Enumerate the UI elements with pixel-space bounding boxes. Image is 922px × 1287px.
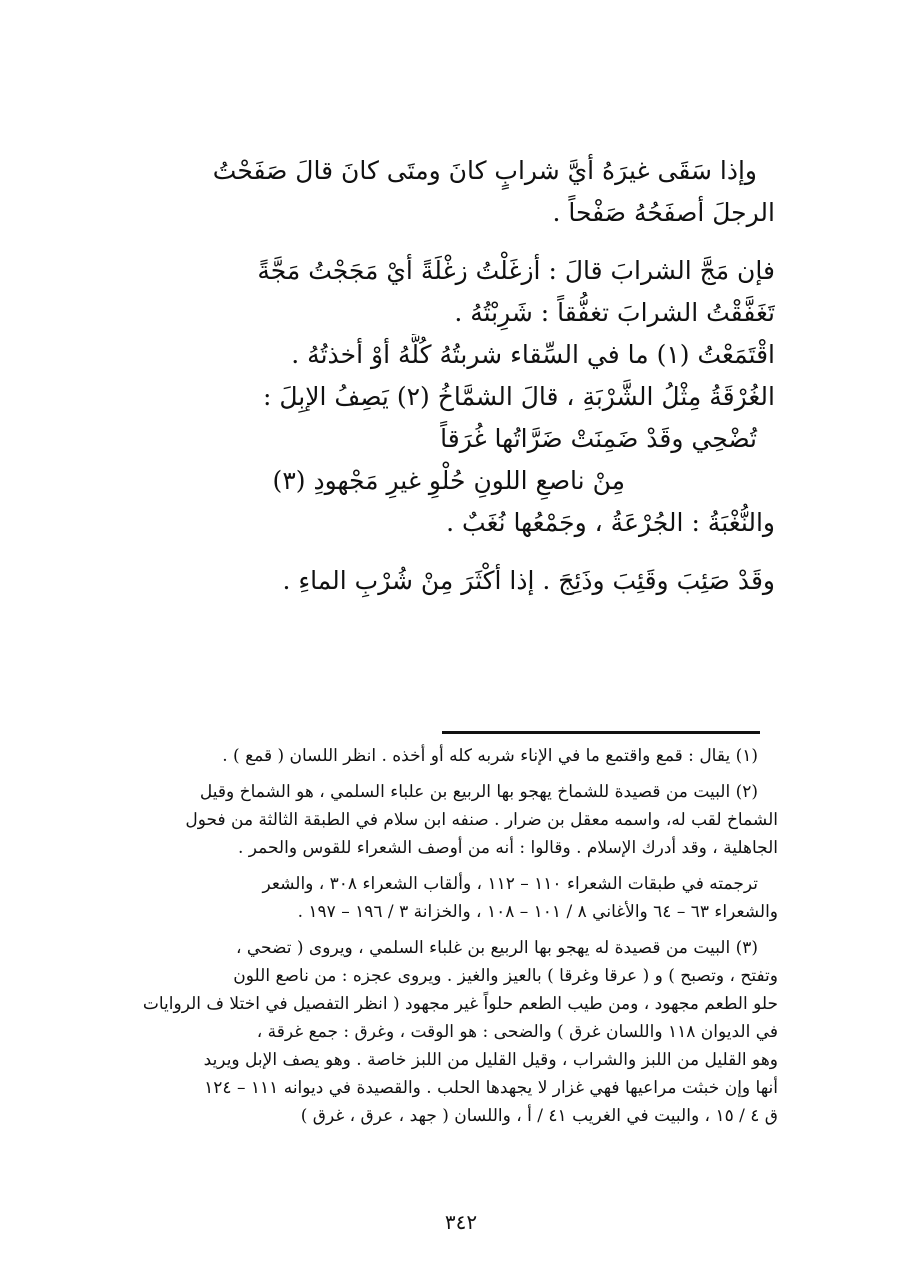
main-line-5: اقْتَمَعْتُ (١) ما في السِّقاء شربتُهُ كُلَّهُ أوْ أخذتُهُ . xyxy=(291,340,775,369)
verse-second-hemistich: مِنْ ناصعِ اللونِ حُلْوِ غيرِ مَجْهودِ (٣) xyxy=(272,466,625,495)
footnote-2-line-2: الشماخ لقب له، واسمه معقل بن ضرار . صنفه ابن سلام في الطبقة الثالثة من فحول xyxy=(185,810,778,830)
footnote-2-line-3: الجاهلية ، وقد أدرك الإسلام . وقالوا : أنه من أوصف الشعراء للقوس والحمر . xyxy=(237,838,778,858)
footnote-3-line-4: في الديوان ١١٨ واللسان غرق ) والضحى : هو الوقت ، وغرق : جمع غرقة ، xyxy=(256,1022,778,1042)
page-number: ٣٤٢ xyxy=(444,1210,478,1234)
footnote-2-line-1: (٢) البيت من قصيدة للشماخ يهجو بها الربيع بن علباء السلمي ، هو الشماخ وقيل xyxy=(199,782,758,802)
paragraph-gap xyxy=(120,234,775,250)
verse-first-hemistich: تُضْحِي وقَدْ ضَمِنَتْ ضَرَّاتُها غُرَقاً xyxy=(440,424,757,453)
main-line-2: الرجلَ أصفَحُهُ صَفْحاً . xyxy=(552,198,775,227)
footnote-3-line-5: وهو القليل من اللبز والشراب ، وقيل القليل من اللبز خاصة . وهو يصف الإبل ويريد xyxy=(203,1050,778,1070)
main-line-9: والنُّغْبَةُ : الجُرْعَةُ ، وجَمْعُها نُغَبٌ . xyxy=(446,508,775,537)
footnote-3-line-6: أنها وإن خبثت مراعيها فهي غزار لا يجهدها الحلب . والقصيدة في ديوانه ١١١ – ١٢٤ xyxy=(204,1078,778,1098)
main-line-1: وإذا سَقَى غيرَهُ أيَّ شرابٍ كانَ ومتَى كانَ قالَ صَفَحْتُ xyxy=(212,156,757,185)
paragraph-gap xyxy=(120,544,775,560)
footnote-gap xyxy=(116,926,778,934)
footnote-3-line-1: (٣) البيت من قصيدة له يهجو بها الربيع بن غلباء السلمي ، ويروى ( تضحي ، xyxy=(235,938,758,958)
footnote-divider xyxy=(442,731,760,734)
footnote-gap xyxy=(116,770,778,778)
footnotes-block xyxy=(116,742,778,1130)
main-line-3: فإن مَجَّ الشرابَ قالَ : أزغَلْتُ زغْلَةً أيْ مَجَجْتُ مَجَّةً xyxy=(257,256,775,285)
main-line-6: الغُرْقَةُ مِثْلُ الشَّرْبَةِ ، قالَ الشمَّاخُ (٢) يَصِفُ الإبِلَ : xyxy=(262,382,775,411)
footnote-1: (١) يقال : قمع واقتمع ما في الإناء شربه كله أو أخذه . انظر اللسان ( قمع ) . xyxy=(222,746,758,766)
footnote-3-line-2: وتفتح ، وتصبح ) و ( عرقا وغرقا ) بالعيز والغيز . ويروى عجزه : من ناصع اللون xyxy=(233,966,778,986)
footnote-2-line-4: ترجمته في طبقات الشعراء ١١٠ – ١١٢ ، وألقاب الشعراء ٣٠٨ ، والشعر xyxy=(262,874,758,894)
main-line-10: وقَدْ صَئِبَ وقَئِبَ وذَئِجَ . إذا أكْثَرَ مِنْ شُرْبِ الماءِ . xyxy=(282,566,775,595)
main-line-4: تَغَفَّقْتُ الشرابَ تغفُّقاً : شَرِبْتُهُ . xyxy=(454,298,775,327)
footnote-gap xyxy=(116,862,778,870)
main-text-block xyxy=(120,150,775,602)
footnote-2-line-5: والشعراء ٦٣ – ٦٤ والأغاني ٨ / ١٠١ – ١٠٨ ، والخزانة ٣ / ١٩٦ – ١٩٧ . xyxy=(297,902,778,922)
footnote-3-line-7: ق ٤ / ١٥ ، والبيت في الغريب ٤١ / أ ، واللسان ( جهد ، عرق ، غرق ) xyxy=(300,1106,778,1126)
footnote-3-line-3: حلو الطعم مجهود ، ومن طيب الطعم حلواً غير مجهود ( انظر التفصيل في اختلا ف الروايات xyxy=(142,994,778,1014)
